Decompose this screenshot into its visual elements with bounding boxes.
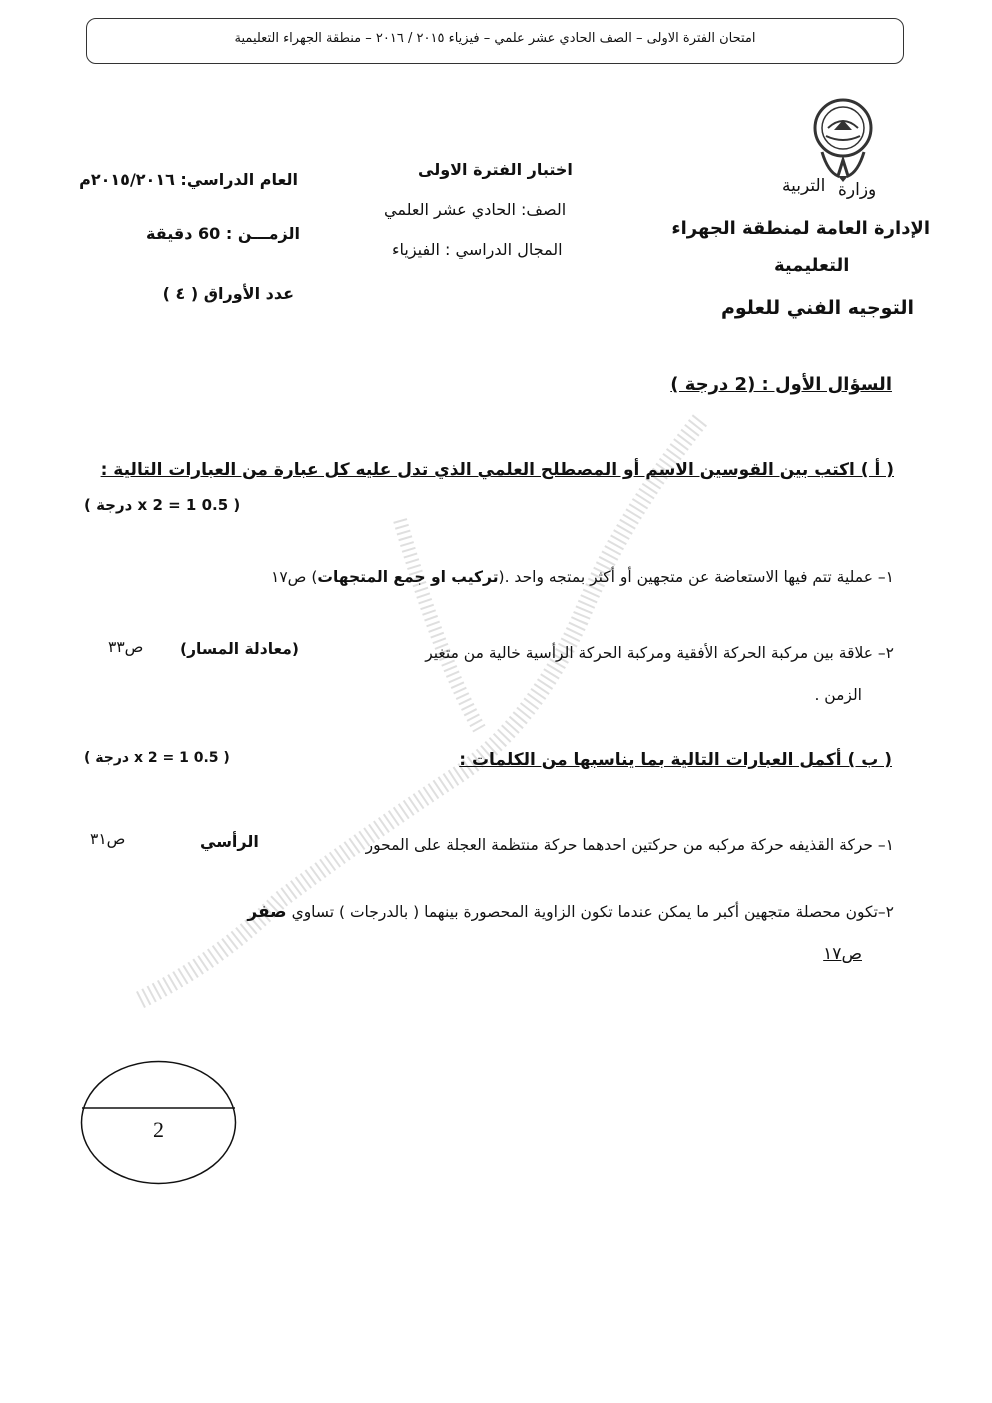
- part-b-item-1-ref: ص٣١: [90, 830, 126, 848]
- academic-year-label: العام الدراسي:: [180, 170, 298, 189]
- score-total: 2: [153, 1117, 164, 1142]
- part-b-item-2: [247, 902, 894, 922]
- exam-title: اختبار الفترة الاولى: [418, 160, 573, 179]
- part-a-item-1-ref: ) ص١٧: [271, 568, 318, 586]
- education-word: التربية: [782, 176, 826, 196]
- header-box: [86, 18, 904, 64]
- header-title: امتحان الفترة الاولى – الصف الحادي عشر علمي – فيزياء ٢٠١٥ / ٢٠١٦ – منطقة الجهراء التعليمية: [234, 31, 756, 46]
- part-a-heading: ( أ ) اكتب بين القوسين الاسم أو المصطلح العلمي الذي تدل عليه كل عبارة من العبارات التالية :: [100, 460, 894, 480]
- part-a-marks: ( 0.5 x 2 = 1 درجة ): [84, 496, 241, 514]
- part-a-item-1-answer: تركيب او جمع المتجهات: [317, 568, 499, 586]
- duration-label: الزمـــن: [237, 224, 300, 243]
- part-a-item-2-answer: (معادلة المسار): [180, 640, 299, 658]
- part-b-marks: ( 0.5 x 2 = 1 درجة ): [84, 750, 230, 766]
- watermark-graphic: [100, 400, 800, 1020]
- part-a-item-1: [271, 568, 894, 586]
- part-b-item-1-text: ١– حركة القذيفه حركة مركبه من حركتين احدهما حركة منتظمة العجلة على المحور: [365, 836, 894, 854]
- grade-line: الصف: الحادي عشر العلمي: [384, 200, 567, 219]
- part-a-item-2-text: ٢– علاقة بين مركبة الحركة الأفقية ومركبة الحركة الرأسية خالية من متغير: [425, 644, 894, 662]
- ministry-word: وزارة: [838, 180, 877, 200]
- part-b-item-1: [366, 836, 894, 854]
- part-a-item-1-text: ١– عملية تتم فيها الاستعاضة عن متجهين أو أكثر بمتجه واحد .(: [498, 568, 894, 586]
- ministry-emblem-icon: [808, 94, 878, 184]
- science-supervision: التوجيه الفني للعلوم: [720, 297, 914, 319]
- part-b-item-2-text: ٢–تكون محصلة متجهين أكبر ما يمكن عندما تكون الزاوية المحصورة بينهما ( بالدرجات ) تساوي: [291, 903, 894, 921]
- part-b-item-2-answer: صفر: [247, 902, 287, 922]
- paper-count: عدد الأوراق ( ٤ ): [162, 284, 294, 303]
- academic-year: [68, 170, 298, 189]
- directorate-name: الإدارة العامة لمنطقة الجهراء: [671, 218, 930, 239]
- part-b-item-1-answer: الرأسي: [200, 832, 259, 851]
- duration-value: : 60 دقيقة: [146, 224, 233, 243]
- academic-year-value: ٢٠١٥/٢٠١٦م: [79, 170, 175, 189]
- exam-duration: [130, 224, 300, 243]
- part-a-item-2-ref: ص٣٣: [108, 638, 144, 656]
- subject-line: المجال الدراسي : الفيزياء: [392, 240, 563, 259]
- part-b-heading: ( ب ) أكمل العبارات التالية بما يناسبها من الكلمات :: [459, 750, 892, 770]
- question-1-title: السؤال الأول : (2 درجة ): [670, 374, 892, 395]
- part-b-item-2-ref: ص١٧: [823, 944, 862, 964]
- directorate-name-cont: التعليمية: [774, 255, 850, 276]
- part-a-item-2: [425, 644, 894, 662]
- part-a-item-2-cont: الزمن .: [814, 686, 862, 704]
